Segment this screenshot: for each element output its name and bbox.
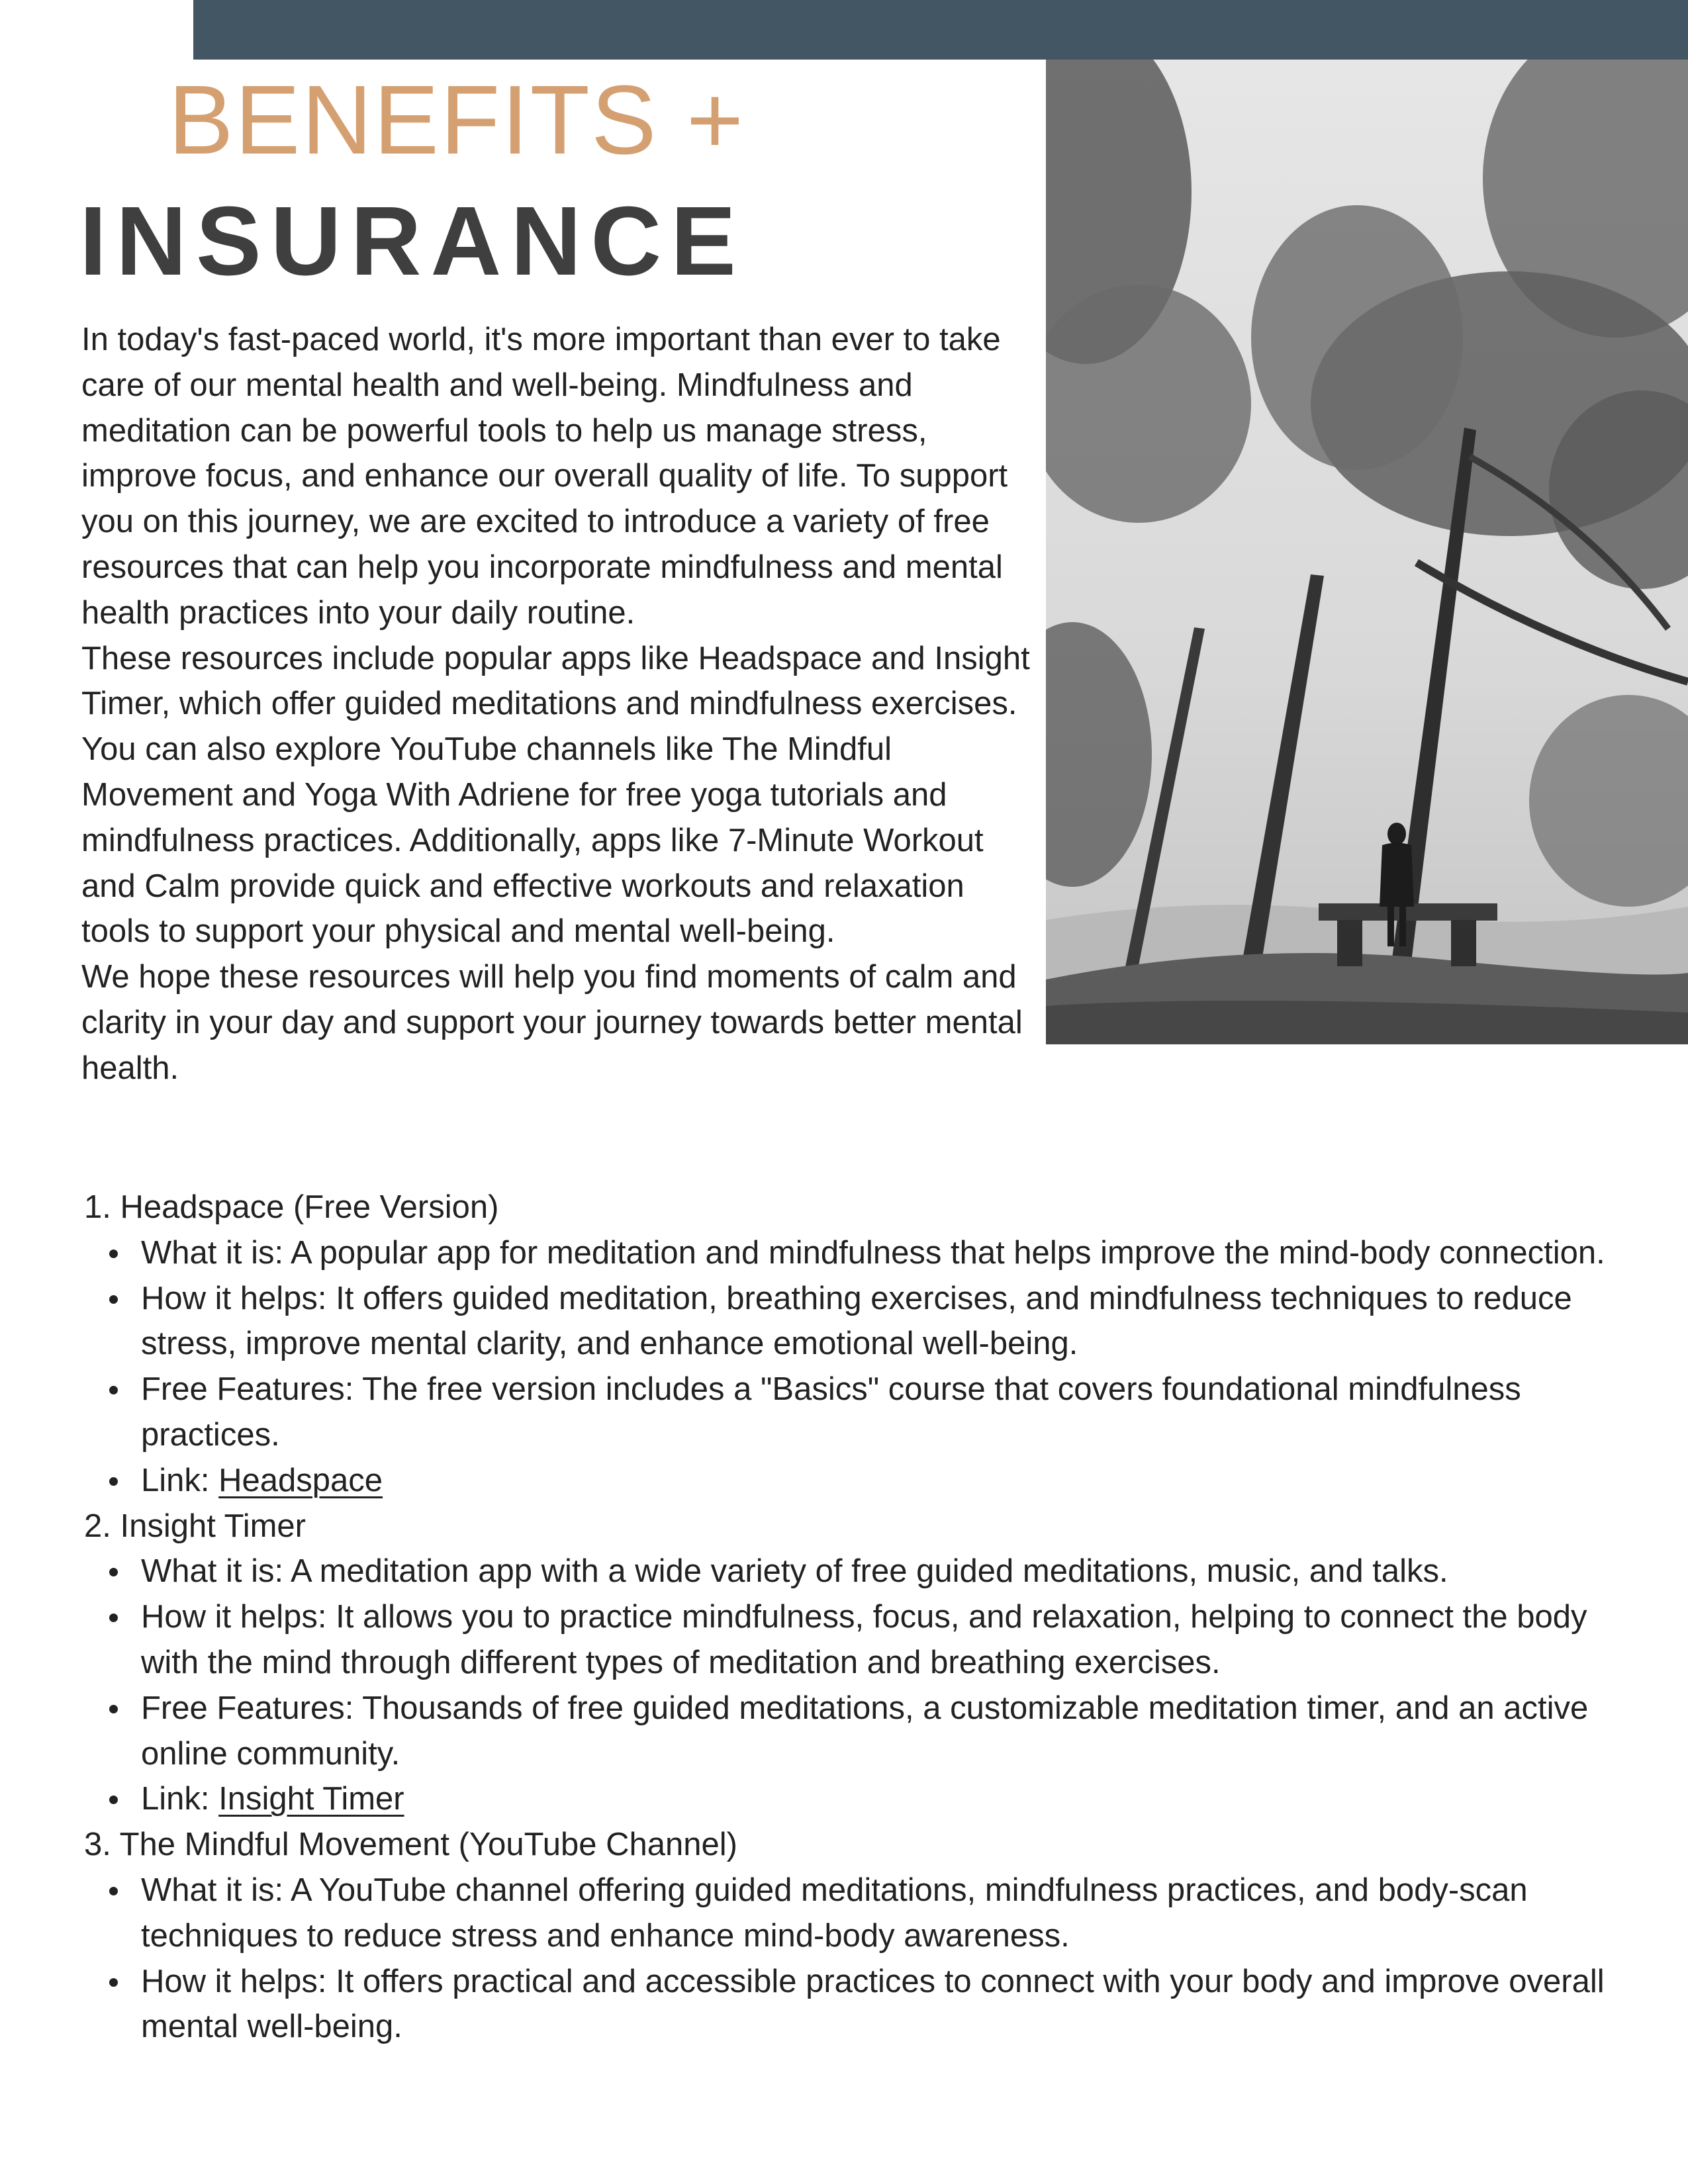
intro-paragraph-1: In today's fast-paced world, it's more important than ever to take care of our mental health and well-being. Mindfulness and meditation can be powerful tools to help us manage stress, improve focus, and enhance our overall quality of life. To support you on this journey, we are excited to introduce a variety of free resources that can help you incorporate mindfulness and mental health practices into your daily routine.	[81, 322, 1008, 631]
list-item	[141, 1458, 1611, 1504]
top-color-bar	[193, 0, 1688, 60]
list-item: Free Features: The free version includes a "Basics" course that covers foundational mindfulness practices.	[141, 1367, 1611, 1458]
bullet-list	[81, 1230, 1611, 1504]
section-heading: 3. The Mindful Movement (YouTube Channel)	[84, 1827, 737, 1863]
section-headspace	[81, 1185, 1611, 1504]
list-item: How it helps: It offers practical and accessible practices to connect with your body and improve overall mental well-being.	[141, 1959, 1611, 2050]
insight-timer-link[interactable]: Insight Timer	[218, 1781, 404, 1817]
intro-paragraph-2: These resources include popular apps like Headspace and Insight Timer, which offer guided meditations and mindfulness exercises. You can also explore YouTube channels like The Mindful Movement and Yoga With Adriene for free yoga tutorials and mindfulness practices. Additionally, apps like 7-Minute Workout and Calm provide quick and effective workouts and relaxation tools to support your physical and mental well-being.	[81, 640, 1030, 950]
list-item: How it helps: It offers guided meditation, breathing exercises, and mindfulness techniques to reduce stress, improve mental clarity, and enhance emotional well-being.	[141, 1276, 1611, 1367]
title-benefits: BENEFITS +	[168, 66, 745, 175]
link-label: Link:	[141, 1462, 219, 1498]
forest-bench-photo	[1046, 60, 1688, 1044]
section-insight-timer	[81, 1504, 1611, 1823]
section-mindful-movement	[81, 1822, 1611, 2050]
intro-paragraph-3: We hope these resources will help you find moments of calm and clarity in your day and support your journey towards better mental health.	[81, 959, 1023, 1086]
headspace-link[interactable]: Headspace	[218, 1462, 383, 1498]
list-item: How it helps: It allows you to practice mindfulness, focus, and relaxation, helping to connect the body with the mind through different types of meditation and breathing exercises.	[141, 1594, 1611, 1686]
list-item: What it is: A popular app for meditation and mindfulness that helps improve the mind-body connection.	[141, 1230, 1611, 1276]
section-heading: 2. Insight Timer	[84, 1508, 306, 1544]
bullet-list	[81, 1549, 1611, 1822]
link-label: Link:	[141, 1781, 219, 1817]
intro-text	[81, 317, 1035, 1091]
list-item	[141, 1776, 1611, 1822]
resource-list	[81, 1185, 1611, 2050]
section-heading: 1. Headspace (Free Version)	[84, 1189, 499, 1225]
bullet-list	[81, 1868, 1611, 2050]
list-item: What it is: A meditation app with a wide variety of free guided meditations, music, and talks.	[141, 1549, 1611, 1594]
title-insurance: INSURANCE	[79, 187, 745, 296]
list-item: Free Features: Thousands of free guided meditations, a customizable meditation timer, and an active online community.	[141, 1686, 1611, 1777]
list-item: What it is: A YouTube channel offering guided meditations, mindfulness practices, and body-scan techniques to reduce stress and enhance mind-body awareness.	[141, 1868, 1611, 1959]
